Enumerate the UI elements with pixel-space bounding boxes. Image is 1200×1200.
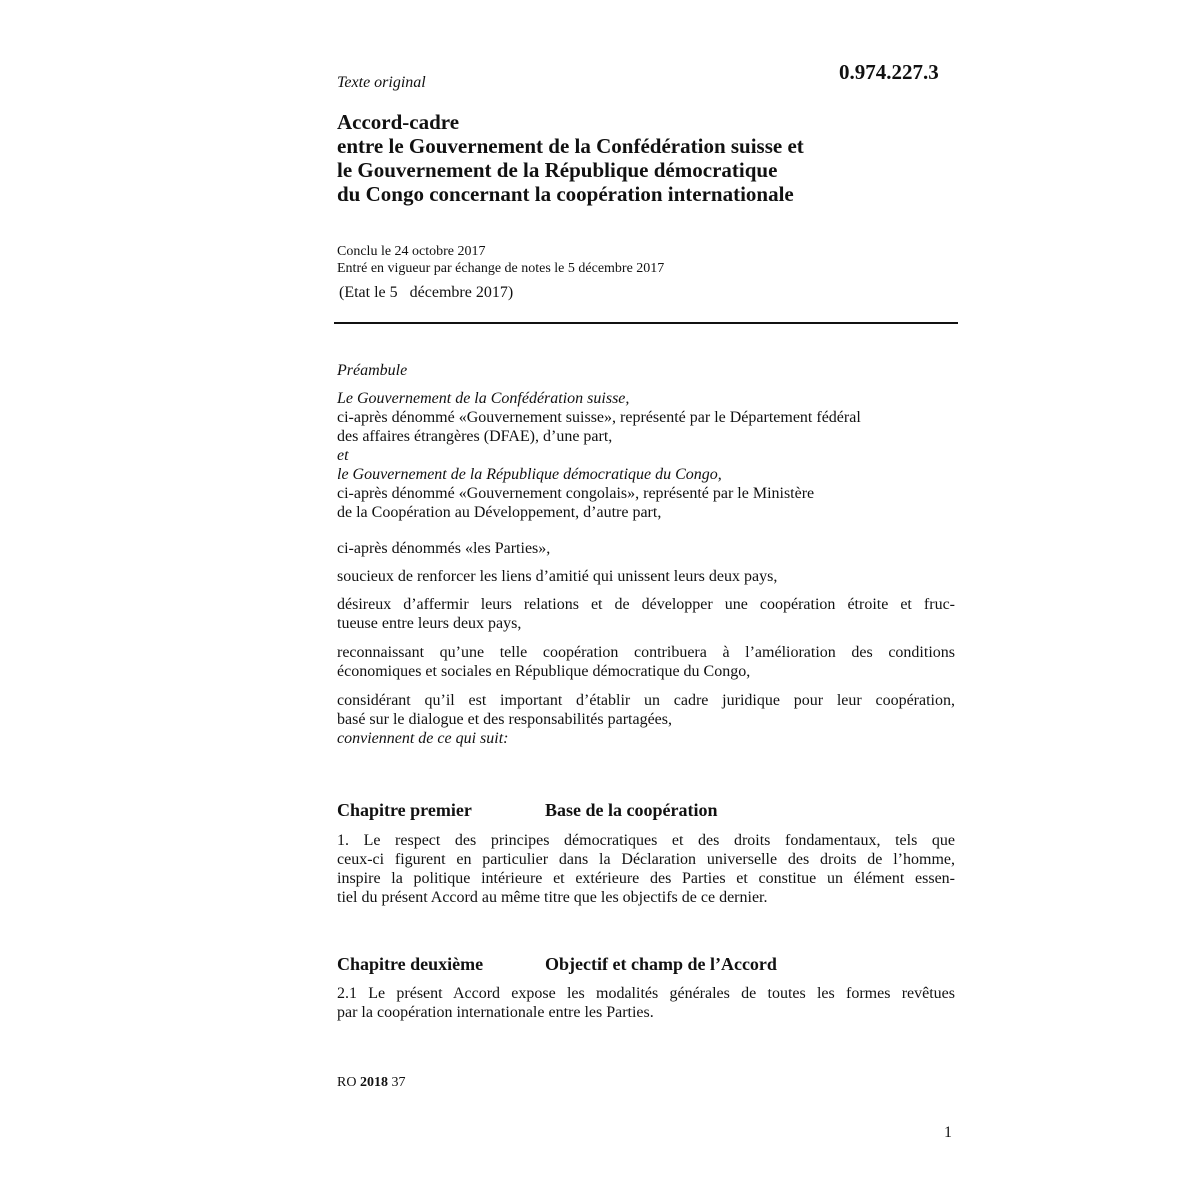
chapter1-line: inspire la politique intérieure et extérieure des Parties et constitue un élément essen- [337,870,955,887]
ro-reference [337,1075,405,1091]
in-force-date: Entré en vigueur par échange de notes le 5 décembre 2017 [337,261,665,276]
clause-line: désireux d’affermir leurs relations et de développer une coopération étroite et fruc- [337,596,955,613]
party2-desc-line: de la Coopération au Développement, d’autre part, [337,504,662,521]
considerant-clause [337,691,955,748]
chapter2-text [337,984,955,1022]
header-divider [334,322,958,324]
title-line: du Congo concernant la coopération internationale [337,182,794,206]
conjunction: et [337,447,349,464]
chapter1-line: ceux-ci figurent en particulier dans la Déclaration universelle des droits de l’homme, [337,851,955,868]
parties-clause: ci-après dénommés «les Parties», [337,540,551,557]
concluded-date: Conclu le 24 octobre 2017 [337,244,486,259]
chapter2-label: Chapitre deuxième [337,954,484,974]
chapter1-label: Chapitre premier [337,800,472,820]
party1-name: Le Gouvernement de la Confédération suisse, [337,390,630,407]
party1-desc-line: ci-après dénommé «Gouvernement suisse», représenté par le Département fédéral [337,409,861,426]
party2-desc-line: ci-après dénommé «Gouvernement congolais», représenté par le Ministère [337,485,815,502]
title-line: entre le Gouvernement de la Confédération suisse et [337,134,804,158]
chapter1-line: 1. Le respect des principes démocratiques et des droits fondamentaux, tels que [337,832,955,849]
chapter1-line: tiel du présent Accord au même titre que les objectifs de ce dernier. [337,889,768,906]
desireux-clause [337,595,955,633]
clause-line: considérant qu’il est important d’établir un cadre juridique pour leur coopération, [337,692,955,709]
chapter2-heading [337,954,777,975]
conclusion-info [337,243,664,277]
ro-page: 37 [391,1075,406,1090]
chapter2-line: 2.1 Le présent Accord expose les modalités générales de toutes les formes revêtues [337,985,955,1002]
status-date: (Etat le 5 décembre 2017) [339,284,514,301]
soucieux-clause: soucieux de renforcer les liens d’amitié qui unissent leurs deux pays, [337,568,778,585]
reconnaissant-clause [337,643,955,681]
title-line: le Gouvernement de la République démocratique [337,158,778,182]
original-text-label: Texte original [337,74,426,91]
ro-year: 2018 [359,1075,388,1090]
document-title [337,110,937,206]
chapter1-title: Base de la coopération [545,800,718,820]
chapter2-line: par la coopération internationale entre les Parties. [337,1004,654,1021]
chapter1-text [337,831,955,907]
title-line: Accord-cadre [337,110,460,134]
clause-line: économiques et sociales en République démocratique du Congo, [337,663,751,680]
sr-number: 0.974.227.3 [839,60,939,84]
ro-prefix: RO [337,1075,357,1090]
party2-name: le Gouvernement de la République démocratique du Congo, [337,466,722,483]
party1-block [337,389,955,522]
conviennent-clause: conviennent de ce qui suit: [337,730,509,747]
party1-desc-line: des affaires étrangères (DFAE), d’une part, [337,428,613,445]
chapter1-heading [337,800,718,821]
clause-line: tueuse entre leurs deux pays, [337,615,522,632]
clause-line: basé sur le dialogue et des responsabilités partagées, [337,711,672,728]
page-number: 1 [944,1124,952,1141]
clause-line: reconnaissant qu’une telle coopération contribuera à l’amélioration des conditions [337,644,955,661]
chapter2-title: Objectif et champ de l’Accord [545,954,777,974]
preamble-heading: Préambule [337,362,408,379]
